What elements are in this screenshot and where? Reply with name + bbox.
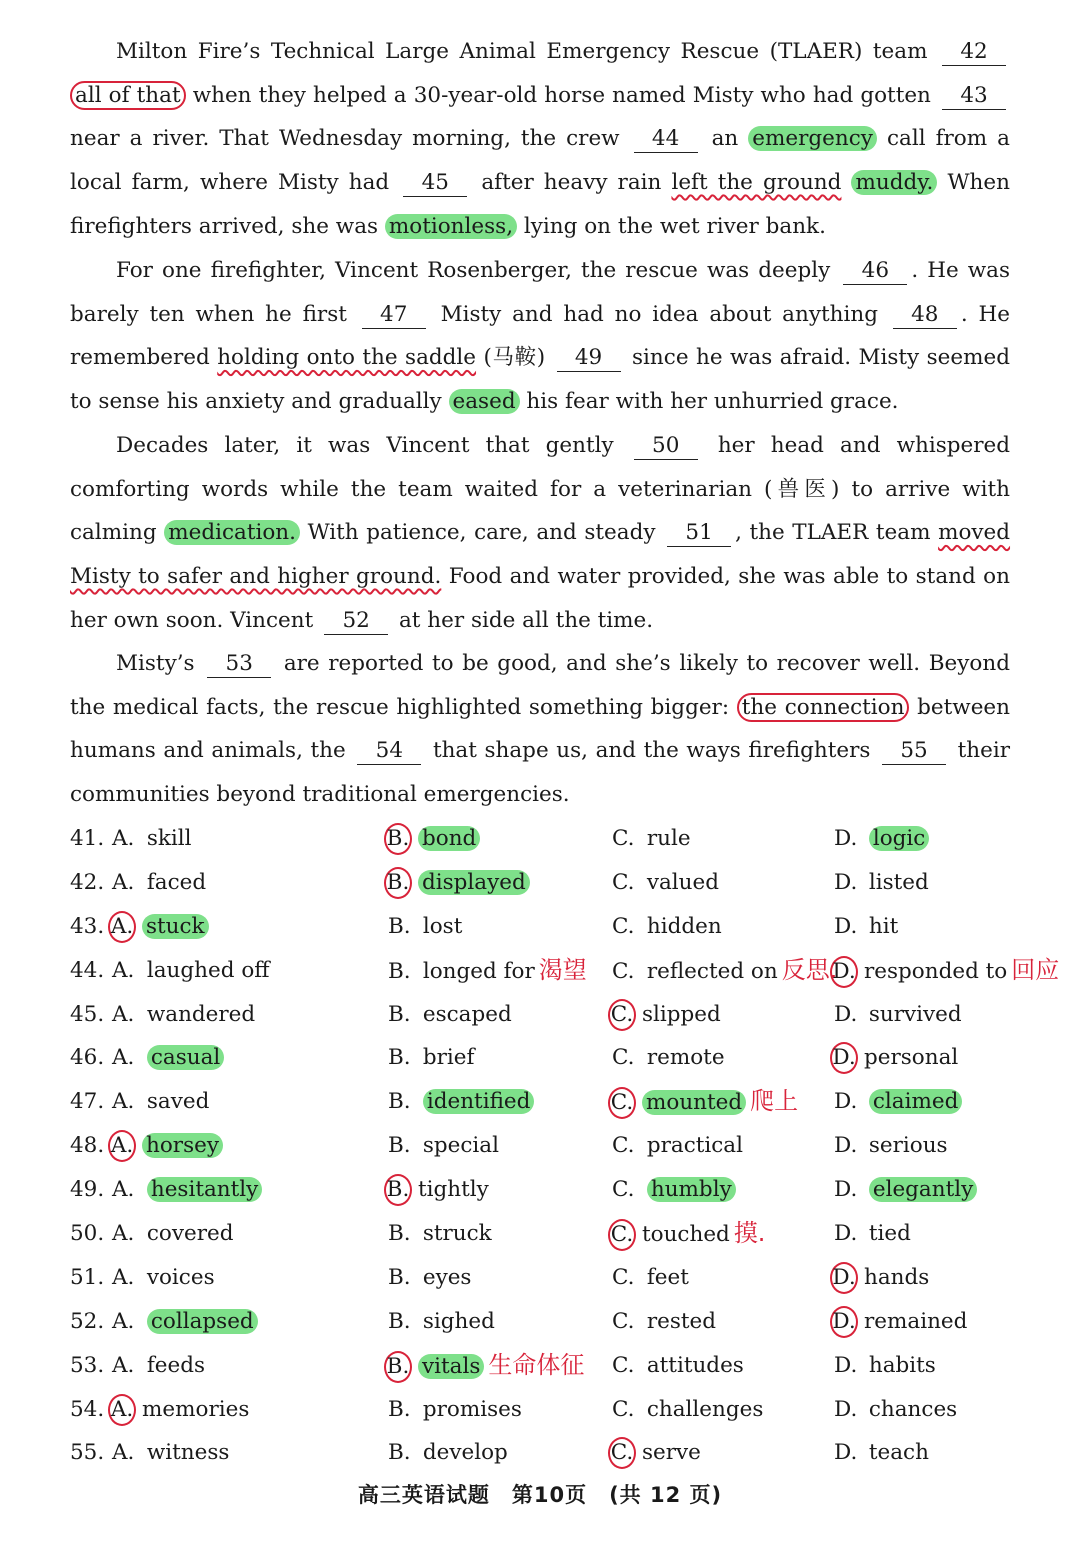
highlight-medication: medication. <box>164 520 300 545</box>
annotation-box-connection: the connection <box>737 693 910 722</box>
passage-paragraph-2: For one firefighter, Vincent Rosenberger, the rescue was deeply 46 . He was barely ten when he first 47 Misty and had no idea about anything 48 . He remembered holding onto the saddle (马鞍) 49 since he was afraid. Misty seemed to sense his anxiety and gradually eased his fear with her unhurried grace. <box>70 258 1011 415</box>
blank-50: 50 <box>634 433 698 460</box>
question-row: 45. A. wandered B. escaped C. slipped D. survived <box>70 993 1030 1037</box>
handwritten-note: 生命体征 <box>488 1350 585 1379</box>
answer-circle: C. <box>608 1437 636 1469</box>
options-list <box>70 817 1060 1475</box>
handwritten-note: 渴望 <box>538 955 587 984</box>
answer-circle: A. <box>108 1394 136 1426</box>
handwritten-note: 反思. <box>781 955 838 984</box>
answer-circle: C. <box>608 1087 636 1119</box>
blank-46: 46 <box>843 258 907 285</box>
wavy-underline-holding-saddle: holding onto the saddle <box>217 345 477 371</box>
blank-44: 44 <box>634 126 698 153</box>
answer-circle: C. <box>608 1219 636 1251</box>
question-row: 49. A. hesitantly B. tightly C. humbly D. elegantly <box>70 1168 1030 1212</box>
question-row: 51. A. voices B. eyes C. feet D. hands <box>70 1256 1030 1300</box>
highlight-eased: eased <box>449 389 520 414</box>
answer-circle: B. <box>384 1174 412 1206</box>
answer-circle: A. <box>108 911 136 943</box>
blank-48: 48 <box>893 302 957 329</box>
question-row: 41. A. skill B. bond C. rule D. logic <box>70 817 1030 861</box>
passage-paragraph-4: Misty’s 53 are reported to be good, and she’s likely to recover well. Beyond the medical facts, the rescue highlighted something bigger: the connection between humans and animals, the 54 that shape us, and the ways firefighters 55 their communities beyond traditional emergencies. <box>70 651 1010 808</box>
highlight-motionless: motionless, <box>385 214 517 239</box>
blank-43: 43 <box>942 83 1006 110</box>
answer-circle: B. <box>384 867 412 899</box>
answer-circle: A. <box>108 1130 136 1162</box>
wavy-underline-moved-misty: moved Misty to safer and higher ground. <box>70 520 1011 590</box>
passage-paragraph-3: Decades later, it was Vincent that gently 50 her head and whispered comforting words while the team waited for a veterinarian (兽医) to arrive with calming medication. With patience, care, and steady 51 , the TLAER team moved Misty to safer and higher ground. Food and water provided, she was able to stand on her own soon. Vincent 52 at her side all the time. <box>70 433 1011 633</box>
question-row: 43. A. stuck B. lost C. hidden D. hit <box>70 905 1030 949</box>
annotation-circle: all of that <box>70 81 186 110</box>
blank-49: 49 <box>557 345 621 372</box>
blank-53: 53 <box>207 651 271 678</box>
blank-42: 42 <box>942 39 1006 66</box>
answer-circle: B. <box>384 1351 412 1383</box>
question-row: 52. A. collapsed B. sighed C. rested D. remained <box>70 1300 1030 1344</box>
blank-45: 45 <box>403 170 467 197</box>
blank-54: 54 <box>357 738 421 765</box>
answer-circle: D. <box>830 1042 858 1074</box>
blank-51: 51 <box>667 520 731 547</box>
question-row: 44. A. laughed off B. longed for 渴望 C. reflected on 反思. D. responded to 回应 <box>70 949 1030 993</box>
question-row: 42. A. faced B. displayed C. valued D. listed <box>70 861 1030 905</box>
blank-47: 47 <box>362 302 426 329</box>
question-row: 55. A. witness B. develop C. serve D. teach <box>70 1431 1030 1475</box>
handwritten-note: 回应 <box>1011 955 1060 984</box>
blank-52: 52 <box>324 608 388 635</box>
passage-paragraph-1: Milton Fire’s Technical Large Animal Emergency Rescue (TLAER) team 42 all of that when they helped a 30-year-old horse named Misty who had gotten 43 near a river. That Wednesday morning, the crew 44 an emergency call from a local farm, where Misty had 45 after heavy rain left the ground muddy. When firefighters arrived, she was motionless, lying on the wet river bank. <box>70 39 1010 239</box>
question-row: 53. A. feeds B. vitals 生命体征 C. attitudes D. habits <box>70 1344 1030 1388</box>
answer-circle: D. <box>830 1306 858 1338</box>
question-row: 47. A. saved B. identified C. mounted 爬上 D. claimed <box>70 1080 1030 1124</box>
question-row: 48. A. horsey B. special C. practical D. serious <box>70 1124 1030 1168</box>
blank-55: 55 <box>882 738 946 765</box>
answer-circle: D. <box>830 956 858 988</box>
handwritten-note: 爬上 <box>750 1087 799 1116</box>
question-row: 46. A. casual B. brief C. remote D. personal <box>70 1036 1030 1080</box>
question-row: 50. A. covered B. struck C. touched 摸. D. tied <box>70 1212 1030 1256</box>
wavy-underline-left-the-ground: left the ground <box>671 170 842 196</box>
highlight-emergency: emergency <box>748 126 877 151</box>
handwritten-note: 摸. <box>733 1219 766 1248</box>
question-row: 54. A. memories B. promises C. challenges D. chances <box>70 1388 1030 1432</box>
page-footer: 高三英语试题 第10页 (共 12 页) <box>357 1483 723 1507</box>
highlight-muddy: muddy. <box>851 170 937 195</box>
answer-circle: D. <box>830 1262 858 1294</box>
answer-circle: B. <box>384 823 412 855</box>
answer-circle: C. <box>608 999 636 1031</box>
